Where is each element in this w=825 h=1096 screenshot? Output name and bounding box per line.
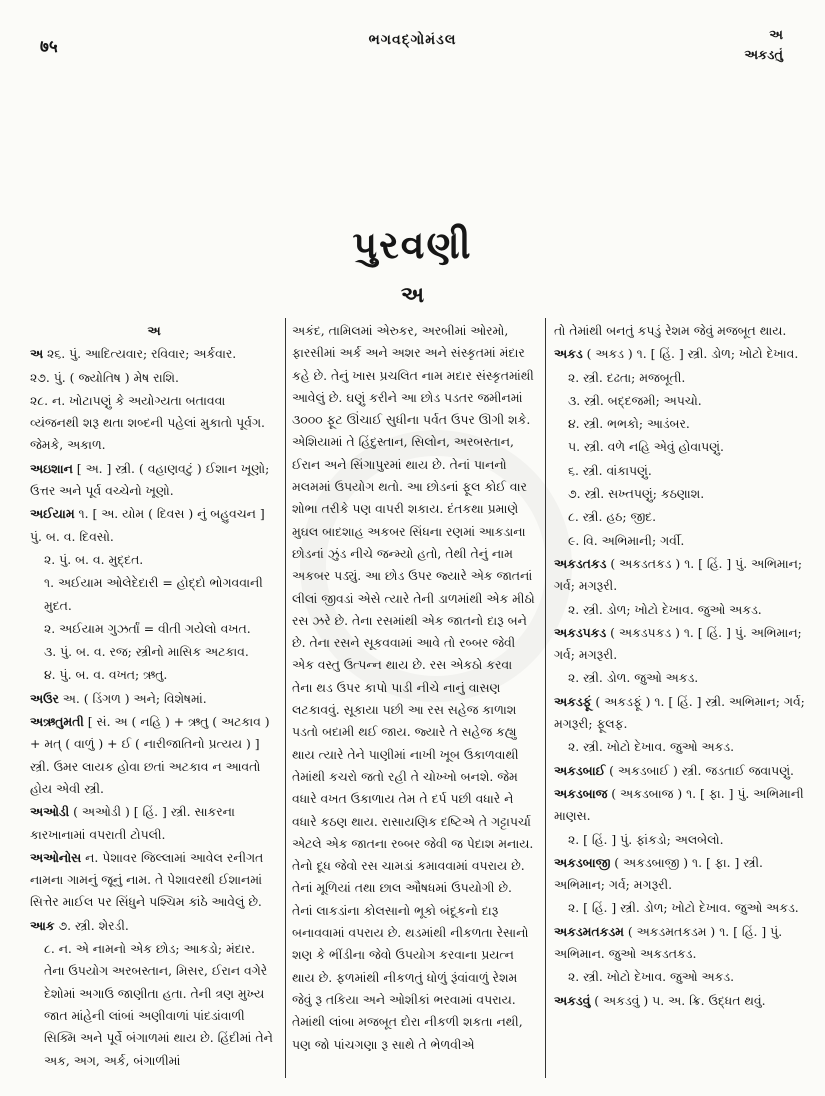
dictionary-entry	[30, 320, 278, 342]
dictionary-entry	[554, 436, 806, 458]
entry-text: ૭. સ્ત્રી. શેરડી.	[54, 917, 129, 933]
entry-text: ૧. [ અ. યોમ ( દિવસ ) નું બહુવચન ] પું. બ. વ. દિવસો.	[30, 506, 265, 544]
entry-text: ( અકડબાઈ ) સ્ત્રી. જડતાઈ જવાપણું.	[605, 762, 794, 778]
entry-text: ૪. પું. બ. વ. વખત; ઋતુ.	[44, 667, 168, 683]
headword: અઈયામ	[30, 506, 75, 522]
section-letter: અ	[400, 282, 425, 308]
entry-text: ૬. સ્ત્રી. વાંકાપણું.	[568, 462, 652, 478]
dictionary-entry	[554, 921, 806, 966]
entry-text: ( અકડફૂં ) ૧. [ હિં. ] સ્ત્રી. અભિમાન; ગર્વ; મગરૂરી; ફૂલફ.	[554, 693, 805, 732]
dictionary-entry	[554, 390, 806, 412]
headword: આક	[30, 917, 55, 933]
headword: અઓડી	[30, 804, 70, 820]
dictionary-entry	[554, 343, 806, 365]
dictionary-entry	[30, 390, 278, 457]
entry-text: અકંદ, તામિલમાં એરુકર, અરબીમાં ઓરમો, ફારસીમાં અર્ક અને અશર અને સંસ્કૃતમાં મંદાર કહે છે. તેનું ખાસ પ્રચલિત નામ મદાર સંસ્કૃતમાંથી આવેલું છે. ઘણું કરીને આ છોડ પડતર જમીનમાં ૩૦૦૦ ફૂટ ઊંચાઈ સુધીના પર્વત ઉપર ઊગી શકે. એશિયામાં તે હિંદુસ્તાન, સિલોન, અરબસ્તાન, ઈરાન અને સિંગાપુરમાં થાય છે. તેનાં પાનનો મલમમાં ઉપયોગ થતો. આ છોડનાં ફૂલ કોઈ વાર શોભા તરીકે પણ વાપરી શકાય. દંતકથા પ્રમાણે મુઘલ બાદશાહ અકબર સિંધના રણમાં આકડાના છોડનાં ઝુંડ નીચે જન્મ્યો હતો, તેથી તેનું નામ અકબર પડ્યું. આ છોડ ઉપર જ્યારે એક જાતનાં લીલાં જીવડાં એસે ત્યારે તેની ડાળમાંથી એક મીઠો રસ ઝરે છે. તેના રસમાંથી એક જાતનો દારૂ બને છે. તેના રસને સૂકવવામાં આવે તો રબ્બર જેવી એક વસ્તુ ઉત્પન્ન થાય છે. રસ એકઠો કરવા તેના થડ ઉપર કાપો પાડી નીચે નાનું વાસણ લટકાવવું. સૂકાયા પછી આ રસ સહેજ કાળાશ પડતો બદામી થઈ જાય. જ્યારે તે સહેજ કહ્યુ થાય ત્યારે તેને પાણીમાં નાખી ખૂબ ઉકાળવાથી તેમાંથી કચરો જતો રહી તે ચોખ્ખો બનશે. જેમ વધારે વખત ઉકાળાય તેમ તે દર્પ પછી વધારે ને વધારે કઠણ થાય. રાસાયણિક દષ્ટિએ તે ગટ્ટાપર્ચા એટલે એક જાતના રબ્બર જેવી જ પેદાશ મનાય. તેનો દૂધ જેવો રસ ચામડાં કમાવવામાં વપરાય છે. તેનાં મૂળિયાં તથા છાલ ઔષધમાં ઉપયોગી છે. તેનાં લાકડાંના કોલસાનો ભૂકો બંદૂકનો દારૂ બનાવવામાં વપરાય છે. થડમાંથી નીકળતા રેસાનો શણ કે ભીંડીના જેવો ઉપયોગ કરવાના પ્રયત્ન થાય છે. ફળમાંથી નીકળતું ધોળું રૂંવાંવાળું રેશમ જેવું રૂ તકિયા અને ઓશીકાં ભરવામાં વપરાય. તેમાંથી લાંબા મજબૂત દોરા નીકળી શકતા નથી, પણ જો પાંચગણા રૂ સાથે તે ભેળવીએ	[292, 323, 535, 1052]
dictionary-entry	[30, 572, 278, 617]
entry-text: ૨. [ હિં. ] સ્ત્રી. ડોળ; ખોટો દેખાવ. જુઓ અકડ.	[568, 900, 799, 916]
headword: અઇશાન	[30, 460, 73, 476]
dictionary-entry	[554, 736, 806, 758]
headword: અકડબાજ	[554, 785, 608, 801]
entry-text: ૧. અઈયામ ઓલેદેદારી = હોદ્દો ભોગવવાની મુદત.	[44, 575, 263, 613]
header-guide-words	[744, 26, 783, 65]
entry-text: ૩. સ્ત્રી. બદ્દજમી; અપચો.	[568, 392, 702, 408]
entry-text: ૨. અઈયામ ગુઝર્તાં = વીતી ગયેલો વખત.	[44, 620, 251, 636]
entry-text: ૨. સ્ત્રી. ખોટો દેખાવ. જુઓ અકડ.	[568, 739, 735, 755]
entry-text: ૨૭. પું. ( જ્યોતિષ ) મેષ રાશિ.	[30, 369, 179, 385]
headword: અકડવું	[554, 992, 591, 1008]
headword: અકડબાઈ	[554, 762, 606, 778]
dictionary-entry	[30, 367, 278, 389]
dictionary-entry	[30, 915, 278, 937]
entry-text: અ. ( ડિંગળ ) અને; વિશેષમાં.	[58, 690, 207, 706]
dictionary-entry	[554, 691, 806, 736]
column-1	[30, 320, 278, 1075]
dictionary-entry	[554, 460, 806, 482]
dictionary-entry	[30, 711, 278, 800]
entry-text: ( અકડબાજ ) ૧. [ ફા. ] પું. અભિમાની માણસ.	[554, 785, 804, 824]
dictionary-entry	[30, 847, 278, 914]
headword: અકડપકડ	[554, 624, 607, 640]
headword: અકડતકડ	[554, 555, 607, 571]
column-divider	[545, 318, 546, 1078]
dictionary-entry	[30, 688, 278, 710]
header-letter: અ	[769, 28, 783, 43]
dictionary-entry	[554, 367, 806, 389]
dictionary-entry	[554, 760, 806, 782]
entry-text: ( અકડ ) ૧. [ હિં. ] સ્ત્રી. ડોળ; ખોટો દેખાવ.	[582, 346, 799, 362]
dictionary-entry	[30, 458, 278, 503]
headword: અઋતુમતી	[30, 714, 84, 730]
running-title: ભગવદ્ગોમંડલ	[368, 32, 457, 48]
dictionary-entry	[554, 483, 806, 505]
entry-text: તો તેમાંથી બનતું કપડું રેશમ જેવું મજબૂત થાય.	[554, 323, 787, 338]
headword: અઓનોસ	[30, 849, 82, 865]
dictionary-entry	[30, 938, 278, 1072]
dictionary-entry	[30, 343, 278, 365]
dictionary-entry	[554, 413, 806, 435]
dictionary-entry	[554, 783, 806, 828]
column-2	[292, 320, 536, 1075]
entry-text: ( અકડમતકડમ ) ૧. [ હિં. ] પું. અભિમાન. જુઓ અકડતકડ.	[554, 923, 783, 962]
dictionary-entry	[554, 829, 806, 851]
entry-text: ( અકડપકડ ) ૧. [ હિં. ] પું. અભિમાન; ગર્વ; મગરૂરી.	[554, 624, 802, 663]
dictionary-entry	[554, 320, 806, 342]
entry-text: ( અઓડી ) [ હિં. ] સ્ત્રી. સાકરના કારખાનામાં વપરાતી ટોપલી.	[30, 804, 235, 842]
dictionary-entry	[30, 664, 278, 686]
dictionary-entry	[30, 801, 278, 846]
headword: અ	[30, 346, 44, 362]
dictionary-entry	[554, 990, 806, 1012]
entry-text: [ અ. ] સ્ત્રી. ( વહાણવટું ) ઈશાન ખૂણો; ઉત્તર અને પૂર્વ વચ્ચેનો ખૂણો.	[30, 460, 270, 499]
entry-text: [ સં. અ ( નહિ ) + ઋતુ ( અટકાવ ) + મત્ ( વાળું ) + ઈ ( નારીજાતિનો પ્રત્યય ) ] સ્ત્રી. ઉમર લાયક હોવા છતાં અટકાવ ન આવતો હોય એવી સ્ત્રી.	[30, 714, 270, 796]
dictionary-entry	[30, 549, 278, 571]
headword: અકડ	[554, 346, 583, 362]
entry-text: ૯. વિ. અભિમાની; ગર્વી.	[568, 532, 685, 548]
entry-text: ૩. પું. બ. વ. રજ; સ્ત્રીનો માસિક અટકાવ.	[44, 644, 249, 660]
entry-text: ૨. સ્ત્રી. ડોળ. જુઓ અકડ.	[568, 670, 699, 686]
dictionary-entry	[554, 667, 806, 689]
header-last-word: અકડતું	[744, 47, 783, 63]
headword: અકડફૂં	[554, 693, 592, 709]
dictionary-entry	[554, 622, 806, 667]
dictionary-entry	[30, 503, 278, 548]
entry-text: ૮. સ્ત્રી. હઠ; જીદ.	[568, 509, 657, 525]
entry-text: ૨. સ્ત્રી. ખોટો દેખાવ. જુઓ અકડ.	[568, 969, 735, 985]
dictionary-entry	[30, 618, 278, 640]
entry-text: અ	[147, 323, 161, 338]
entry-text: ૨. સ્ત્રી. દઢતા; મજબૂતી.	[568, 369, 686, 385]
column-3	[554, 320, 806, 1075]
entry-text: ( અકડવું ) ૫. અ. ક્રિ. ઉદ્ધત થવું.	[590, 992, 766, 1008]
entry-text: ૨૮. ન. ખોટાપણું કે અયોગ્યતા બતાવવા વ્યંજનથી શરૂ થતા શબ્દની પહેલાં મુકાતો પૂર્વગ. જેમકે, અકાળ.	[30, 392, 265, 453]
column-divider	[285, 318, 286, 1078]
dictionary-entry	[554, 530, 806, 552]
dictionary-entry	[554, 897, 806, 919]
entry-text: ૮. ન. એ નામનો એક છોડ; આકડો; મંદાર. તેના ઉપયોગ અરબસ્તાન, મિસર, ઈરાન વગેરે દેશોમાં અગાઉ જાણીતા હતા. તેની ત્રણ મુખ્ય જાત માંહેની લાંબાં અણીવાળાં પાંદડાંવાળી સિક્મિ અને પૂર્વે બંગાળમાં થાય છે. હિંદીમાં તેને અક, અગ, અર્ક, બંગાળીમાં	[44, 941, 273, 1068]
entry-text: ૨. [ હિં. ] પું. ફાંકડો; અલબેલો.	[568, 831, 724, 847]
page-number: ७५	[40, 37, 58, 57]
entry-text: ( અકડતકડ ) ૧. [ હિં. ] પું. અભિમાન; ગર્વ; મગરૂરી.	[554, 555, 803, 594]
dictionary-entry	[554, 852, 806, 897]
entry-text: ૪. સ્ત્રી. ભભકો; આડંબર.	[568, 416, 690, 432]
entry-text: ૫. સ્ત્રી. વળે નહિ એવું હોવાપણું.	[568, 439, 724, 455]
dictionary-entry	[554, 966, 806, 988]
dictionary-entry	[30, 641, 278, 663]
entry-text: ૨. પું. બ. વ. મુદ્દત.	[44, 551, 144, 567]
entry-text: ન. પેશાવર જિલ્લામાં આવેલ રનીગત નામના ગામનું જૂનું નામ. તે પેશાવરથી ઈશાનમાં સિત્તેર માઈલ પર સિંધુને પશ્ચિમ કાંઠે આવેલું છે.	[30, 849, 264, 910]
section-title: પુરવણી	[352, 222, 473, 267]
entry-text: ૨૬. પું. આદિત્યવાર; રવિવાર; અર્કવાર.	[43, 346, 237, 362]
dictionary-entry	[292, 320, 536, 1056]
entry-text: ૨. સ્ત્રી. ડોળ; ખોટો દેખાવ. જુઓ અકડ.	[568, 601, 762, 617]
entry-text: ૭. સ્ત્રી. સખ્તપણું; કઠણાશ.	[568, 486, 705, 502]
headword: અકડબાજી	[554, 854, 611, 870]
entry-text: ( અકડબાજી ) ૧. [ ફા. ] સ્ત્રી. અભિમાન; ગર્વ; મગરૂરી.	[554, 854, 763, 893]
headword: અઉર	[30, 690, 59, 706]
dictionary-entry	[554, 599, 806, 621]
headword: અકડમતકડમ	[554, 923, 624, 939]
dictionary-entry	[554, 506, 806, 528]
dictionary-entry	[554, 553, 806, 598]
